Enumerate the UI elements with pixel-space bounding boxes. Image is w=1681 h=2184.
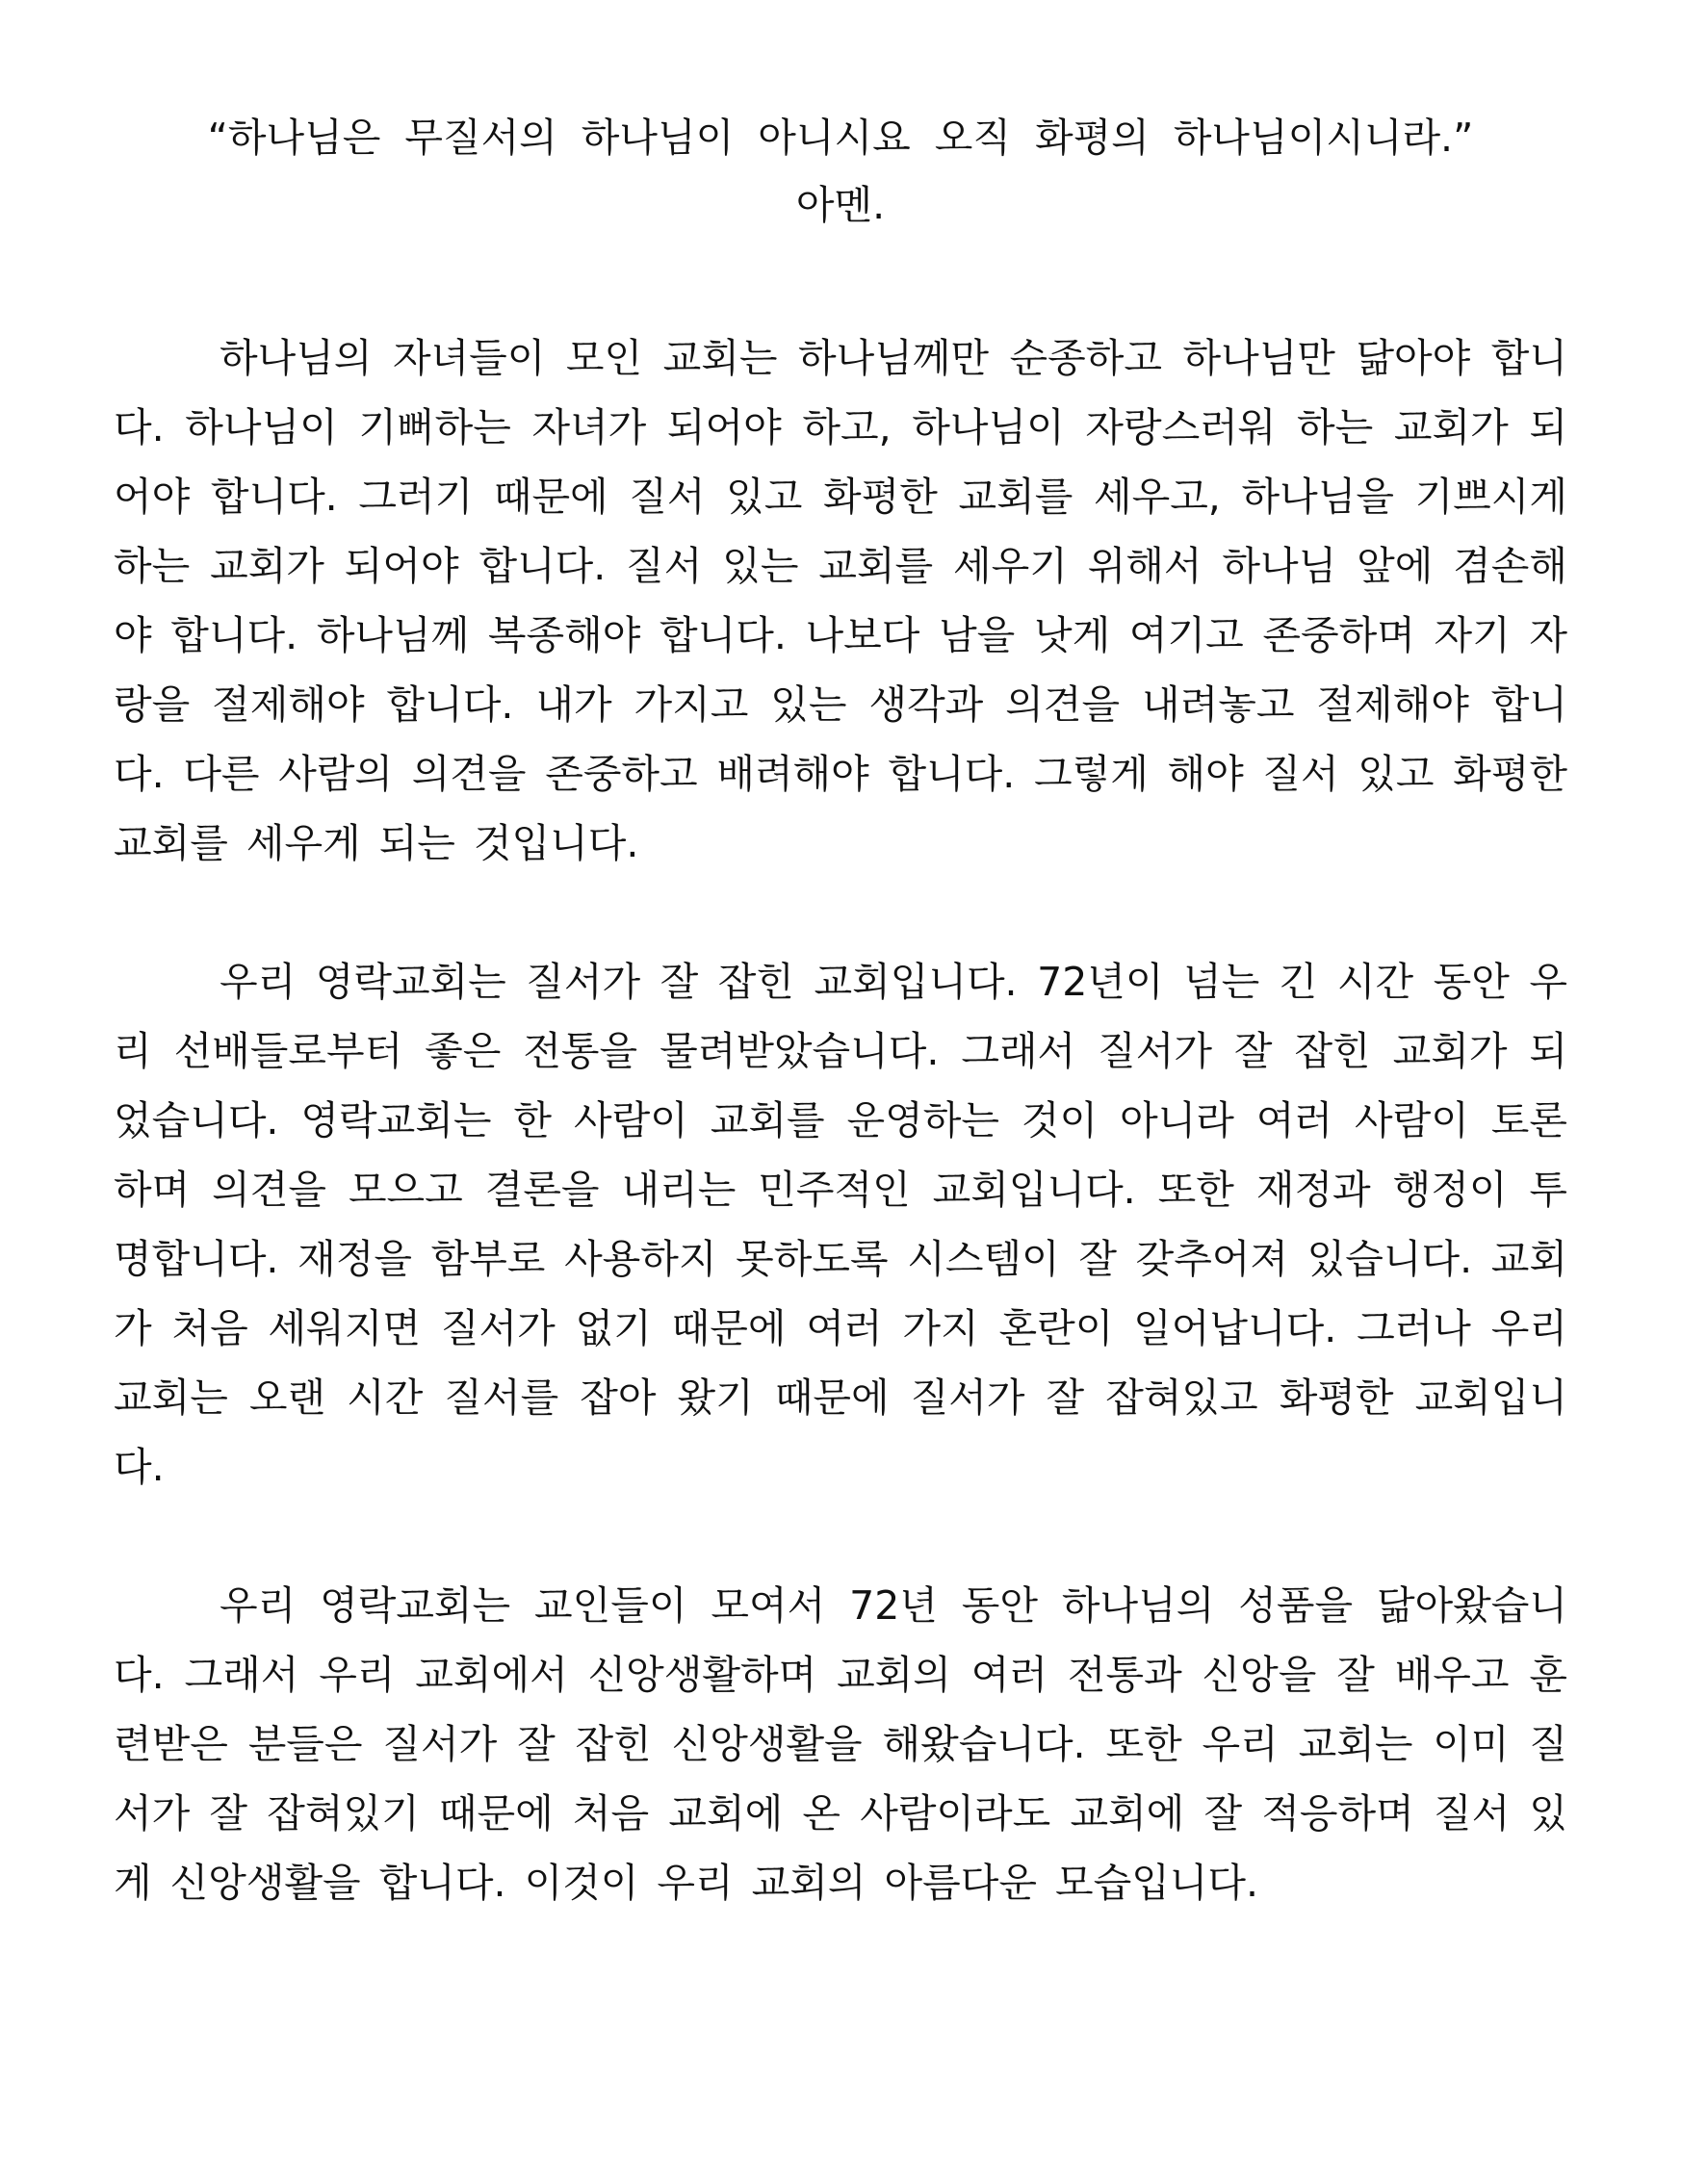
body-paragraph-3: 우리 영락교회는 교인들이 모여서 72년 동안 하나님의 성품을 닮아왔습니다. 그래서 우리 교회에서 신앙생활하며 교회의 여러 전통과 신앙을 잘 배우고 훈련받은 분들은 질서가 잘 잡힌 신앙생활을 해왔습니다. 또한 우리 교회는 이미 질서가 잘 잡혀있기 때문에 처음 교회에 온 사람이라도 교회에 잘 적응하며 질서 있게 신앙생활을 합니다. 이것이 우리 교회의 아름다운 모습입니다. [114, 1582, 1567, 1906]
amen-line: 아멘. [795, 182, 886, 228]
scripture-quote [114, 104, 1567, 239]
scripture-quote-text: “하나님은 무질서의 하나님이 아니시요 오직 화평의 하나님이시니라.” [207, 115, 1474, 161]
document-page [114, 104, 1567, 1917]
body-paragraph-1: 하나님의 자녀들이 모인 교회는 하나님께만 순종하고 하나님만 닮아야 합니다. 하나님이 기뻐하는 자녀가 되어야 하고, 하나님이 자랑스러워 하는 교회가 되어야 합니다. 그러기 때문에 질서 있고 화평한 교회를 세우고, 하나님을 기쁘시게 하는 교회가 되어야 합니다. 질서 있는 교회를 세우기 위해서 하나님 앞에 겸손해야 합니다. 하나님께 복종해야 합니다. 나보다 남을 낫게 여기고 존중하며 자기 자랑을 절제해야 합니다. 내가 가지고 있는 생각과 의견을 내려놓고 절제해야 합니다. 다른 사람의 의견을 존중하고 배려해야 합니다. 그렇게 해야 질서 있고 화평한 교회를 세우게 되는 것입니다. [114, 335, 1568, 866]
body-paragraph-2: 우리 영락교회는 질서가 잘 잡힌 교회입니다. 72년이 넘는 긴 시간 동안 우리 선배들로부터 좋은 전통을 물려받았습니다. 그래서 질서가 잘 잡힌 교회가 되었습니다. 영락교회는 한 사람이 교회를 운영하는 것이 아니라 여러 사람이 토론하며 의견을 모으고 결론을 내리는 민주적인 교회입니다. 또한 재정과 행정이 투명합니다. 재정을 함부로 사용하지 못하도록 시스템이 잘 갖추어져 있습니다. 교회가 처음 세워지면 질서가 없기 때문에 여러 가지 혼란이 일어납니다. 그러나 우리 교회는 오랜 시간 질서를 잡아 왔기 때문에 질서가 잘 잡혀있고 화평한 교회입니다. [114, 959, 1567, 1490]
